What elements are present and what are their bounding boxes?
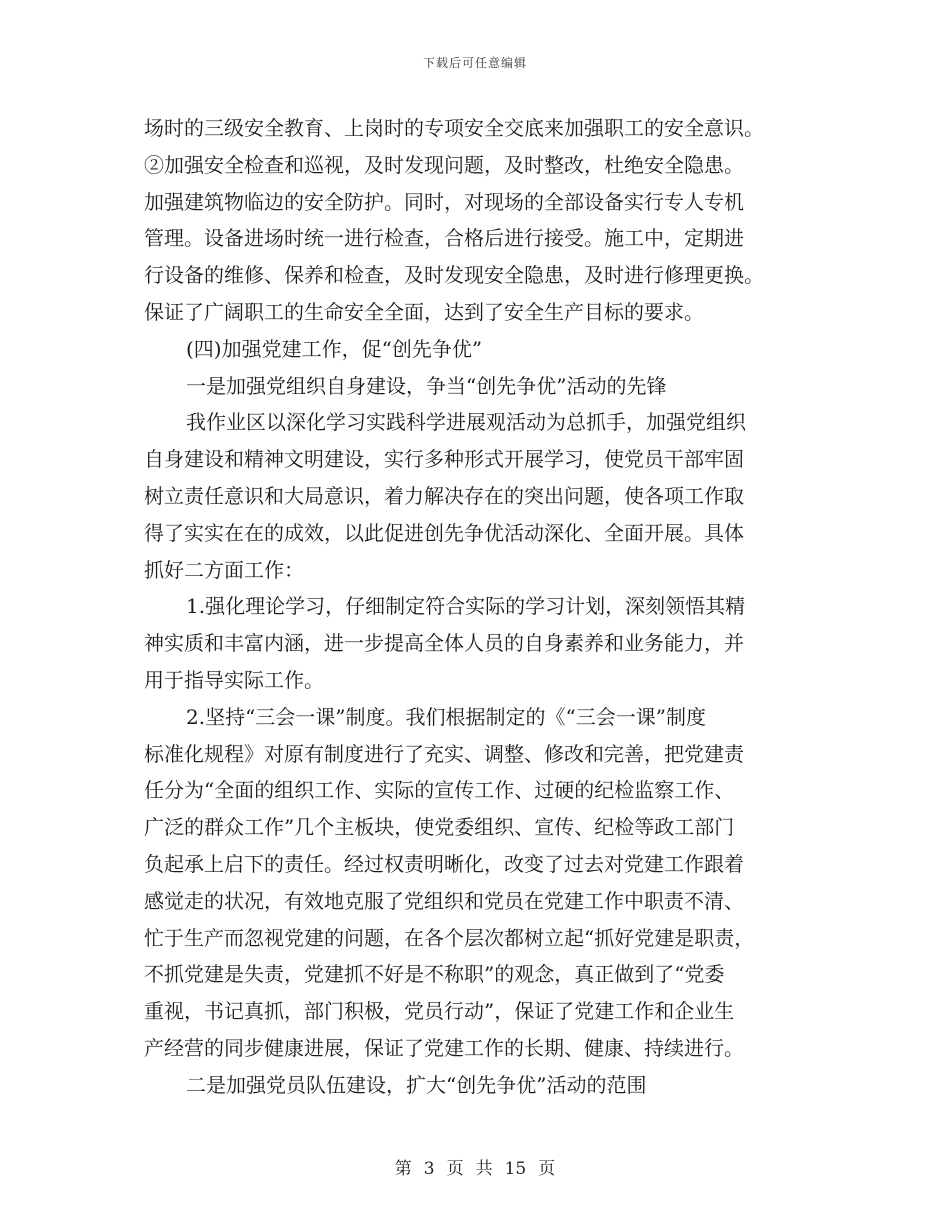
body-text-line: 用于指导实际工作。 — [144, 667, 324, 692]
body-text-line: 二是加强党员队伍建设，扩大“创先争优”活动的范围 — [186, 1072, 647, 1097]
footer-prefix: 第 — [394, 1159, 412, 1179]
body-text-line: 任分为“全面的组织工作、实际的宣传工作、过硬的纪检监察工作、 — [144, 778, 735, 803]
footer-current-page: 3 — [423, 1159, 435, 1179]
body-text-line: 加强建筑物临边的安全防护。同时，对现场的全部设备实行专人专机 — [144, 189, 744, 214]
body-text-line: 广泛的群众工作”几个主板块，使党委组织、宣传、纪检等政工部门 — [144, 815, 735, 840]
footer-page-unit: 页 — [446, 1159, 464, 1179]
header-note: 下载后可任意编辑 — [422, 56, 527, 70]
body-text-line: 管理。设备进场时统一进行检查，合格后进行接受。施工中，定期进 — [144, 226, 744, 251]
body-text-line: ②加强安全检查和巡视，及时发现问题，及时整改，杜绝安全隐患。 — [144, 152, 744, 177]
body-text-line: 负起承上启下的责任。经过权责明晰化，改变了过去对党建工作跟着 — [144, 851, 744, 876]
footer-total-label: 共 — [475, 1159, 493, 1179]
footer-page-unit-end: 页 — [538, 1159, 556, 1179]
body-text-line: 行设备的维修、保养和检查，及时发现安全隐患，及时进行修理更换。 — [144, 263, 764, 288]
body-text-line: 保证了广阔职工的生命安全全面，达到了安全生产目标的要求。 — [144, 299, 704, 324]
body-text-line: 不抓党建是失责，党建抓不好是不称职”的观念，真正做到了“党委 — [144, 962, 725, 987]
body-text-line: 我作业区以深化学习实践科学进展观活动为总抓手，加强党组织 — [186, 410, 746, 435]
page-footer — [0, 1154, 950, 1179]
body-text-line: (四)加强党建工作，促“创先争优” — [186, 336, 483, 361]
document-body — [144, 110, 809, 1104]
body-text-line: 标准化规程》对原有制度进行了充实、调整、修改和完善，把党建责 — [144, 741, 744, 766]
body-text-line: 自身建设和精神文明建设，实行多种形式开展学习，使党员干部牢固 — [144, 447, 744, 472]
body-text-line: 一是加强党组织自身建设，争当“创先争优”活动的先锋 — [186, 373, 667, 398]
body-text-line: 树立责任意识和大局意识，着力解决存在的突出问题，使各项工作取 — [144, 483, 744, 508]
body-text-line: 产经营的同步健康进展，保证了党建工作的长期、健康、持续进行。 — [144, 1035, 744, 1060]
body-text-line: 忙于生产而忽视党建的问题，在各个层次都树立起“抓好党建是职责， — [144, 925, 755, 950]
body-text-line: 场时的三级安全教育、上岗时的专项安全交底来加强职工的安全意识。 — [144, 116, 764, 140]
body-text-line: 1.强化理论学习，仔细制定符合实际的学习计划，深刻领悟其精 — [186, 594, 746, 619]
body-text-line: 得了实实在在的成效，以此促进创先争优活动深化、全面开展。具体 — [144, 520, 744, 545]
body-text-line: 神实质和丰富内涵，进一步提高全体人员的自身素养和业务能力，并 — [144, 631, 744, 656]
body-text-line: 抓好二方面工作： — [144, 557, 304, 582]
body-text-line: 感觉走的状况，有效地克服了党组织和党员在党建工作中职责不清、 — [144, 888, 744, 913]
footer-total-pages: 15 — [504, 1159, 527, 1179]
body-text-line: 2.坚持“三会一课”制度。我们根据制定的《“三会一课”制度 — [186, 704, 706, 729]
body-text-line: 重视，书记真抓，部门积极，党员行动”，保证了党建工作和企业生 — [144, 999, 735, 1024]
